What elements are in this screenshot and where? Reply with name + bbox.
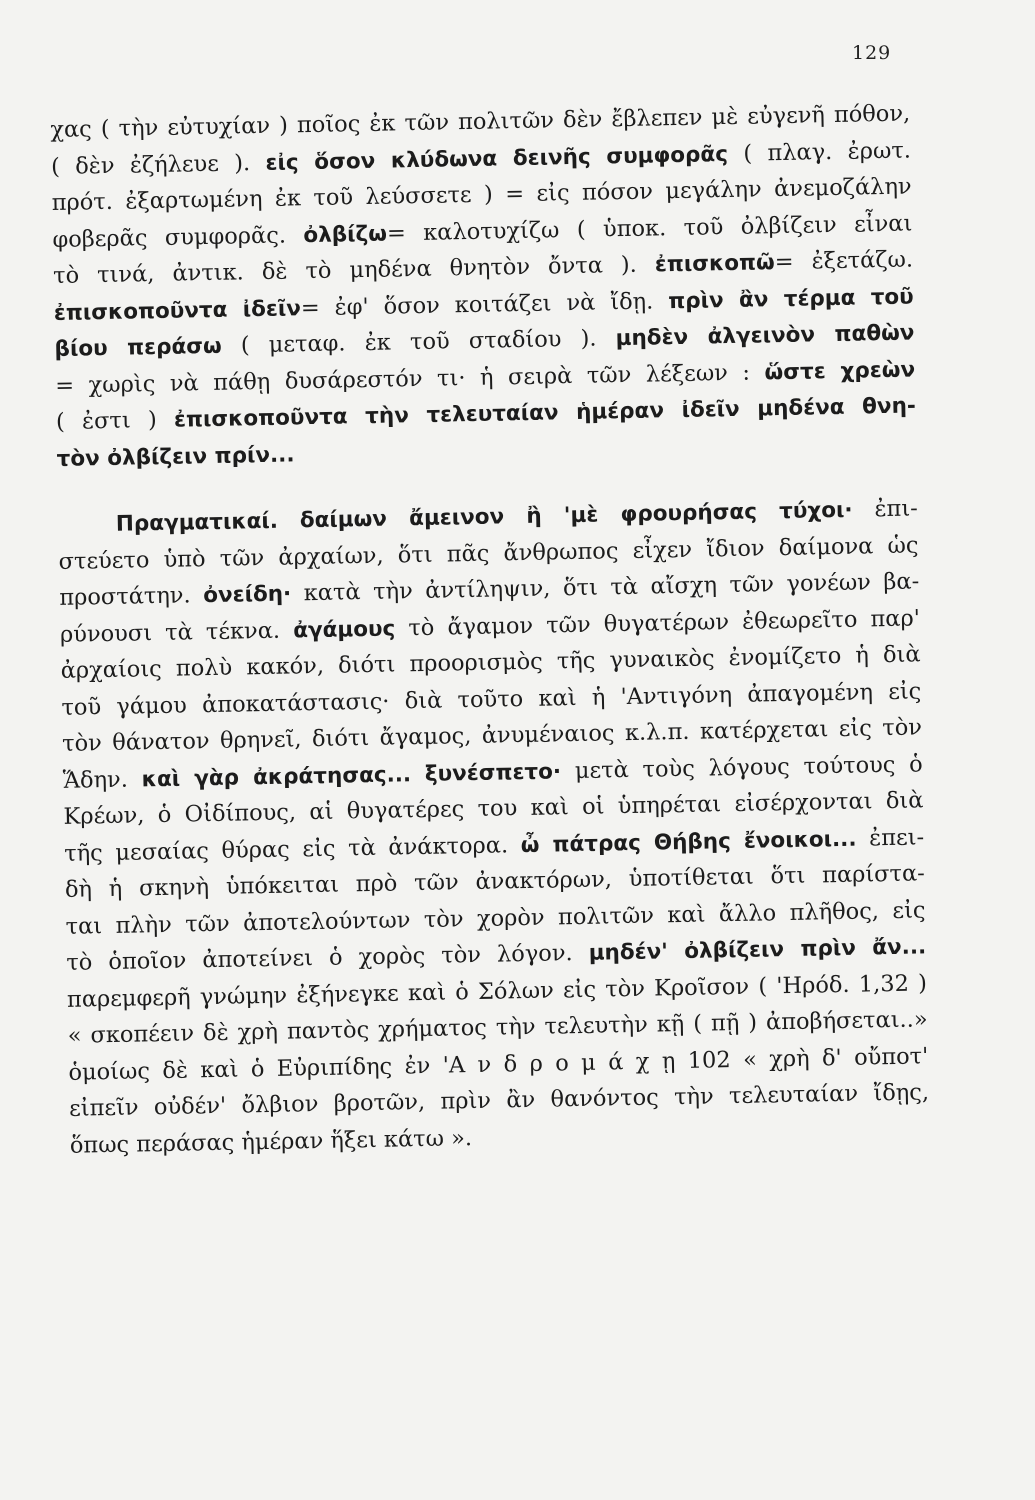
text-segment: ἐπι- <box>874 495 919 523</box>
text-segment: τῆς μεσαίας θύρας εἰς τὰ ἀνάκτορα. <box>63 831 509 867</box>
lemma: δαίμων ἄμεινον ἢ 'μὲ φρουρήσας τύχοι· <box>299 497 853 534</box>
lemma: ξυνέσπετο· <box>424 758 562 787</box>
text-segment: = καλοτυχίζω ( ὑποκ. τοῦ ὀλβίζειν εἶναι <box>386 209 913 247</box>
text-segment: τὸ ἄγαμον τῶν θυγατέρων ἐθεωρεῖτο παρ' <box>408 604 921 641</box>
text-segment: ( ἐστι ) <box>55 407 157 435</box>
text-segment: φοβερᾶς συμφορᾶς. <box>52 221 287 253</box>
text-segment: ἀρχαίοις πολὺ κακόν, διότι προορισμὸς τῆς γυναικὸς ἐνομίζετο ἡ διὰ <box>60 641 921 684</box>
text-segment: εἰπεῖν οὐδέν' ὄλβιον βροτῶν, πρὶν ἂν θανόντος τὴν τελευταίαν ἴδῃς, <box>68 1079 930 1122</box>
lemma: ὥστε χρεὼν <box>764 356 916 385</box>
text-segment: ὁμοίως δὲ καὶ ὁ Εὐριπίδης ἐν 'Α ν δ ρ ο μ ά χ ῃ 102 « χρὴ δ' οὔποτ' <box>68 1042 929 1086</box>
text-segment: χας ( τὴν εὐτυχίαν ) ποῖος ἐκ τῶν πολιτῶν δὲν ἔβλεπεν μὲ εὐγενῆ πόθον, <box>50 100 911 143</box>
lemma: ἀγάμους <box>292 615 396 643</box>
lemma: μηδέν' ὀλβίζειν πρὶν ἄν... <box>588 934 927 966</box>
lemma: ὀνείδη· <box>202 581 292 609</box>
text-segment: μετὰ τοὺς λόγους τούτους ὁ <box>574 750 923 784</box>
text-segment: πρότ. ἐξαρτωμένη ἐκ τοῦ λεύσσετε ) = εἰς πόσον μεγάλην ἀνεμοζάλην <box>51 173 912 216</box>
lemma: βίου περάσω <box>54 333 222 362</box>
text-segment: τὸν θάνατον θρηνεῖ, διότι ἄγαμος, ἀνυμέναιος κ.λ.π. κατέρχεται εἰς τὸν <box>61 714 923 757</box>
text-segment: ται πλὴν τῶν ἀποτελούντων τὸν χορὸν πολιτῶν καὶ ἄλλο πλῆθος, εἰς <box>65 896 926 940</box>
text-segment: τὸ ὁποῖον ἀποτείνει ὁ χορὸς τὸν λόγον. <box>66 940 573 976</box>
section-heading: Πραγματικαί. <box>115 508 279 537</box>
text-segment: ( πλαγ. ἐρωτ. <box>743 136 912 167</box>
lemma: ὀλβίζω <box>303 221 388 248</box>
text-segment: ( δὲν ἐζήλευε ). <box>50 149 251 180</box>
text-segment: κατὰ τὴν ἀντίληψιν, ὅτι τὰ αἴσχη τῶν γονέων βα- <box>303 568 920 607</box>
text-segment: ἐπει- <box>868 823 925 851</box>
text-segment: = χωρὶς νὰ πάθῃ δυσάρεστόν τι· ἡ σειρὰ τῶν λέξεων : <box>55 359 751 399</box>
text-segment: ὅπως περάσας ἡμέραν ἥξει κάτω ». <box>69 1124 473 1159</box>
lemma: ὦ πάτρας Θήβης ἔνοικοι... <box>520 826 857 858</box>
text-segment: ρύνουσι τὰ τέκνα. <box>59 617 281 648</box>
lemma: μηδὲν ἀλγεινὸν παθὼν <box>615 320 915 352</box>
text-segment: ( μεταφ. ἐκ τοῦ σταδίου ). <box>240 325 597 359</box>
text-segment: = ἐξετάζω. <box>774 246 914 276</box>
text-segment: παρεμφερῆ γνώμην ἐξήνεγκε καὶ ὁ Σόλων εἰς τὸν Κροῖσον ( 'Ηρόδ. 1,32 ) <box>66 969 928 1013</box>
text-segment: προστάτην. <box>59 582 191 611</box>
text-segment: Ἅδην. <box>62 766 129 794</box>
text-segment: τὸ τινά, ἀντικ. δὲ τὸ μηδένα θνητὸν ὄντα ). <box>52 251 638 289</box>
lemma: πρὶν ἂν τέρμα τοῦ <box>668 283 914 314</box>
page-number: 129 <box>852 42 892 64</box>
text-segment: « σκοπέειν δὲ χρὴ παντὸς χρήματος τὴν τελευτὴν κῇ ( πῇ ) ἀποβήσεται..» <box>67 1006 928 1049</box>
text-segment: τοῦ γάμου ἀποκατάστασις· διὰ τοῦτο καὶ ἡ 'Αντιγόνη ἀπαγομένη εἰς <box>61 677 922 721</box>
lemma: ἐπισκοποῦντα τὴν τελευταίαν ἡμέραν ἰδεῖν μηδένα θνη- <box>173 393 917 433</box>
lemma: τὸν ὀλβίζειν πρίν... <box>56 441 295 472</box>
commentary-text <box>50 95 930 1163</box>
text-segment: στεύετο ὑπὸ τῶν ἀρχαίων, ὅτι πᾶς ἄνθρωπος εἶχεν ἴδιον δαίμονα ὡς <box>58 531 919 575</box>
lemma: καὶ γὰρ ἀκράτησας... <box>141 761 412 792</box>
lemma: ἐπισκοποῦντα ἰδεῖν <box>53 295 302 326</box>
lemma: ἐπισκοπῶ <box>654 250 775 278</box>
text-segment: δὴ ἡ σκηνὴ ὑπόκειται πρὸ τῶν ἀνακτόρων, ὑποτίθεται ὅτι παρίστα- <box>64 860 926 903</box>
lemma: εἰς ὅσον κλύδωνα δεινῆς συμφορᾶς <box>265 141 729 176</box>
text-segment: Κρέων, ὁ Οἰδίπους, αἱ θυγατέρες του καὶ οἱ ὑπηρέται εἰσέρχονται διὰ <box>63 787 924 830</box>
text-segment: = ἐφ' ὅσον κοιτάζει νὰ ἴδῃ. <box>300 287 654 321</box>
